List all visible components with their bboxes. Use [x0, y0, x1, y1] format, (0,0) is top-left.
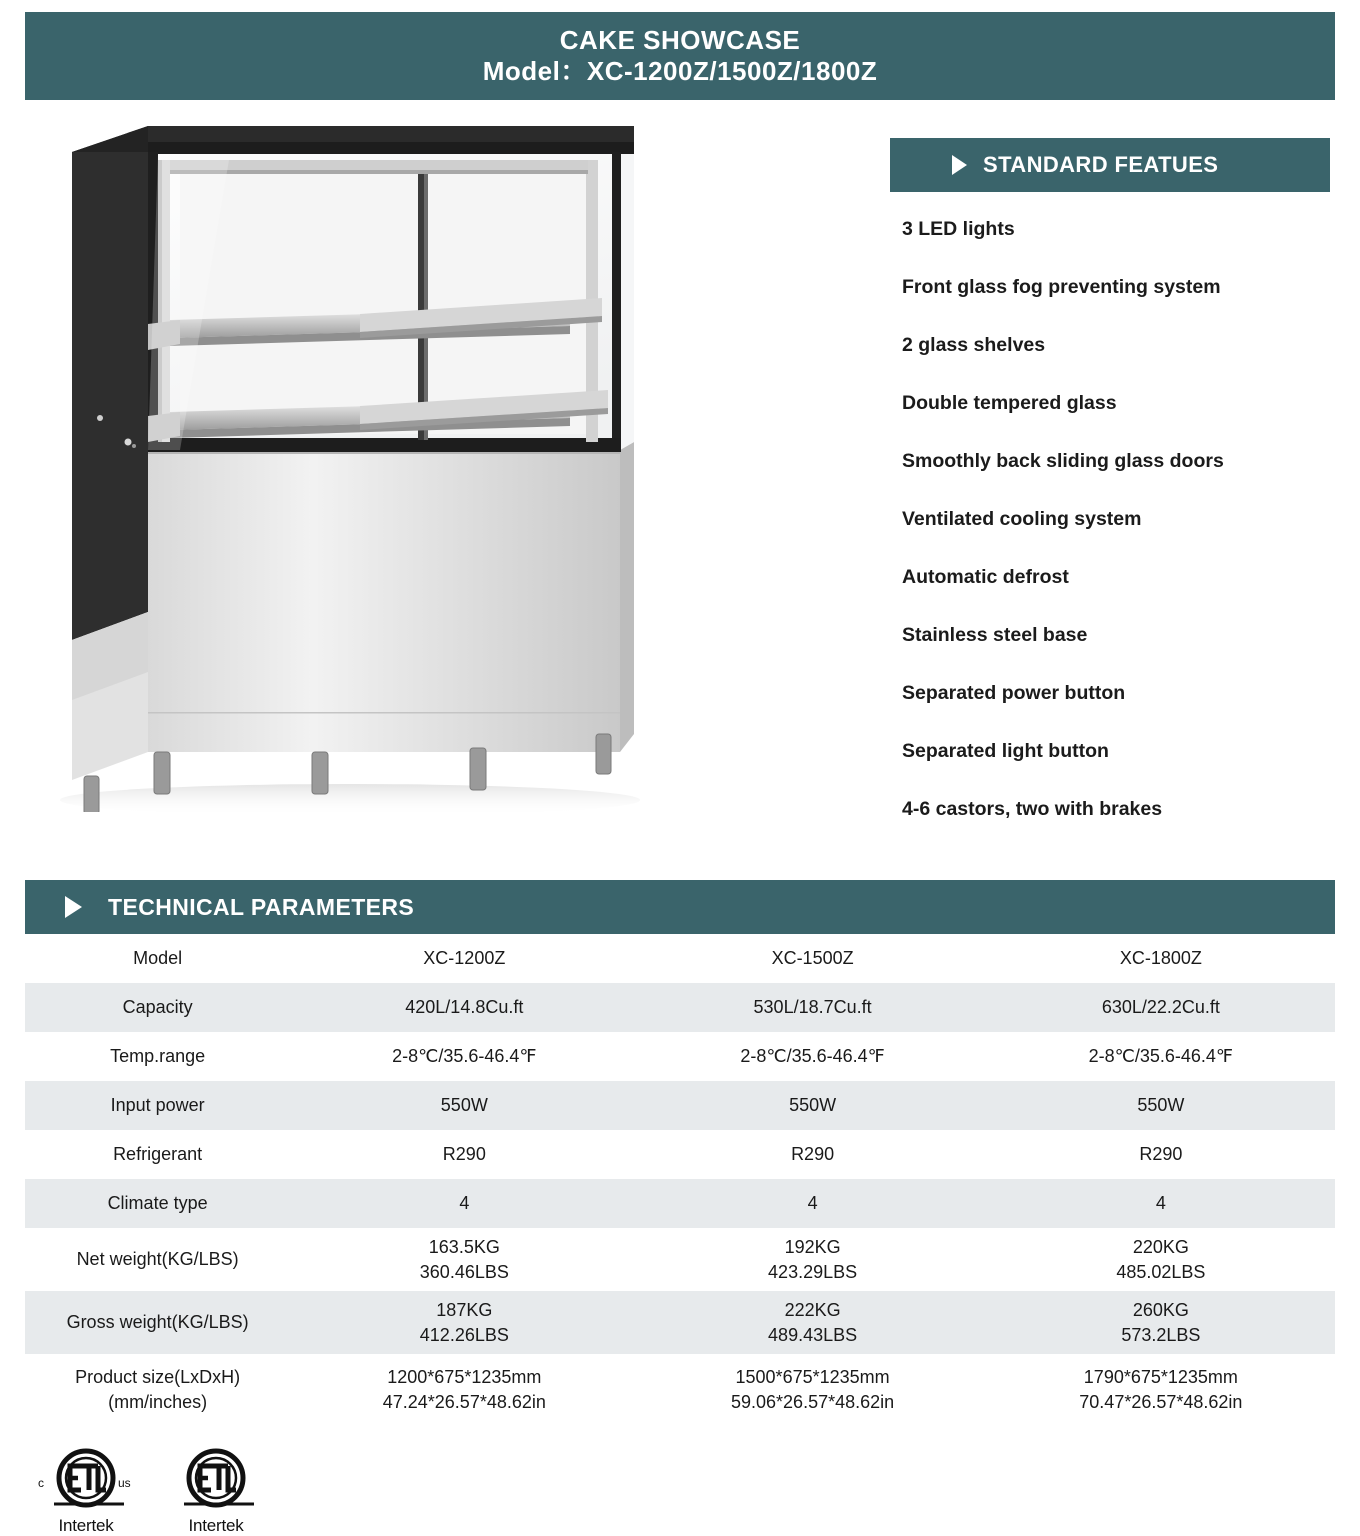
standard-features-title: STANDARD FEATUES — [983, 152, 1219, 177]
etl-us-canada-mark — [32, 1448, 140, 1536]
technical-parameters-section — [25, 880, 1335, 1426]
row-value: 2-8℃/35.6-46.4℉ — [392, 1046, 537, 1066]
row-value — [638, 1228, 986, 1291]
table-row — [25, 1081, 1335, 1130]
value-line-1: 192KG — [784, 1236, 841, 1257]
row-value: 550W — [1137, 1095, 1185, 1115]
standard-features-panel — [890, 138, 1330, 856]
value-line-1: 1200*675*1235mm — [387, 1367, 542, 1387]
row-value — [638, 1291, 986, 1354]
etl-intertek-icon — [162, 1448, 270, 1510]
row-label — [25, 1354, 290, 1426]
cake-showcase-illustration — [30, 112, 670, 812]
us-letters: us — [118, 1476, 131, 1490]
row-value: XC-1500Z — [771, 948, 854, 968]
value-line-2: 489.43LBS — [768, 1324, 858, 1345]
value-line-1: 1790*675*1235mm — [1083, 1367, 1238, 1387]
table-row — [25, 1179, 1335, 1228]
feature-item: Separated light button — [902, 740, 1109, 762]
table-row — [25, 1291, 1335, 1354]
value-line-1: 187KG — [436, 1299, 493, 1320]
row-label: Model — [133, 948, 183, 968]
row-value: 4 — [1155, 1193, 1166, 1213]
page-title: CAKE SHOWCASE — [559, 25, 801, 56]
technical-parameters-title: TECHNICAL PARAMETERS — [108, 893, 415, 920]
value-line-1: 163.5KG — [428, 1236, 500, 1257]
value-line-2: 573.2LBS — [1121, 1324, 1201, 1345]
model-subtitle: Model：XC-1200Z/1500Z/1800Z — [482, 56, 878, 86]
row-label: Capacity — [122, 997, 193, 1017]
feature-item: Ventilated cooling system — [902, 508, 1142, 530]
row-value: 630L/22.2Cu.ft — [1101, 997, 1220, 1017]
standard-features-header — [890, 138, 1330, 192]
value-line-2: 360.46LBS — [419, 1261, 509, 1282]
row-value: R290 — [1139, 1144, 1183, 1164]
row-value — [987, 1228, 1335, 1291]
row-value: 4 — [459, 1193, 470, 1213]
row-label: Input power — [110, 1095, 205, 1115]
row-label: Net weight(KG/LBS) — [76, 1249, 239, 1269]
row-value: XC-1200Z — [423, 948, 506, 968]
technical-parameters-header — [25, 880, 1335, 934]
label-line-1: Product size(LxDxH) — [75, 1367, 241, 1387]
play-triangle-icon — [65, 896, 82, 918]
table-row — [25, 1228, 1335, 1291]
row-label: Temp.range — [110, 1046, 206, 1066]
value-line-2: 70.47*26.57*48.62in — [1079, 1392, 1243, 1412]
table-row — [25, 1354, 1335, 1426]
feature-item: 4-6 castors, two with brakes — [902, 798, 1163, 820]
label-line-2: (mm/inches) — [108, 1392, 208, 1412]
row-value: R290 — [442, 1144, 486, 1164]
table-row — [25, 1130, 1335, 1179]
row-value: 420L/14.8Cu.ft — [405, 997, 524, 1017]
value-line-1: 222KG — [784, 1299, 841, 1320]
table-row — [25, 983, 1335, 1032]
row-value — [290, 1291, 638, 1354]
c-letter: c — [38, 1476, 44, 1490]
value-line-2: 485.02LBS — [1116, 1261, 1206, 1282]
value-line-2: 423.29LBS — [768, 1261, 858, 1282]
value-line-1: 220KG — [1132, 1236, 1189, 1257]
row-value — [987, 1354, 1335, 1426]
row-value: 4 — [807, 1193, 818, 1213]
table-row — [25, 934, 1335, 983]
value-line-1: 1500*675*1235mm — [735, 1367, 890, 1387]
feature-item: Front glass fog preventing system — [902, 276, 1221, 298]
page-title-banner — [25, 12, 1335, 100]
specifications-table — [25, 934, 1335, 1426]
row-label: Gross weight(KG/LBS) — [66, 1312, 249, 1332]
certification-lab-name: Intertek — [188, 1516, 244, 1535]
row-value: 2-8℃/35.6-46.4℉ — [1088, 1046, 1234, 1066]
value-line-2: 412.26LBS — [419, 1324, 509, 1345]
feature-item: Stainless steel base — [902, 624, 1088, 646]
feature-item: 3 LED lights — [902, 218, 1015, 240]
row-value — [987, 1291, 1335, 1354]
value-line-2: 59.06*26.57*48.62in — [731, 1392, 895, 1412]
play-triangle-icon — [952, 155, 967, 175]
row-value: 550W — [789, 1095, 837, 1115]
product-photo — [30, 112, 670, 812]
row-value: 2-8℃/35.6-46.4℉ — [740, 1046, 885, 1066]
certification-marks — [32, 1448, 270, 1536]
value-line-1: 260KG — [1132, 1299, 1189, 1320]
row-label: Refrigerant — [113, 1144, 203, 1164]
feature-item: Separated power button — [902, 682, 1126, 704]
table-row — [25, 1032, 1335, 1081]
row-value — [290, 1354, 638, 1426]
feature-item: 2 glass shelves — [902, 334, 1046, 356]
row-label: Climate type — [107, 1193, 208, 1213]
feature-item: Double tempered glass — [902, 392, 1117, 414]
row-value: 530L/18.7Cu.ft — [753, 997, 872, 1017]
etl-intertek-icon — [32, 1448, 140, 1510]
feature-item: Automatic defrost — [902, 566, 1069, 588]
certification-lab-name: Intertek — [58, 1516, 114, 1535]
standard-features-list — [890, 218, 1330, 856]
row-value: R290 — [791, 1144, 835, 1164]
etl-mark — [162, 1448, 270, 1536]
row-value — [638, 1354, 986, 1426]
row-value: XC-1800Z — [1119, 948, 1202, 968]
feature-item: Smoothly back sliding glass doors — [902, 450, 1224, 472]
row-value — [290, 1228, 638, 1291]
row-value: 550W — [440, 1095, 488, 1115]
value-line-2: 47.24*26.57*48.62in — [382, 1392, 546, 1412]
